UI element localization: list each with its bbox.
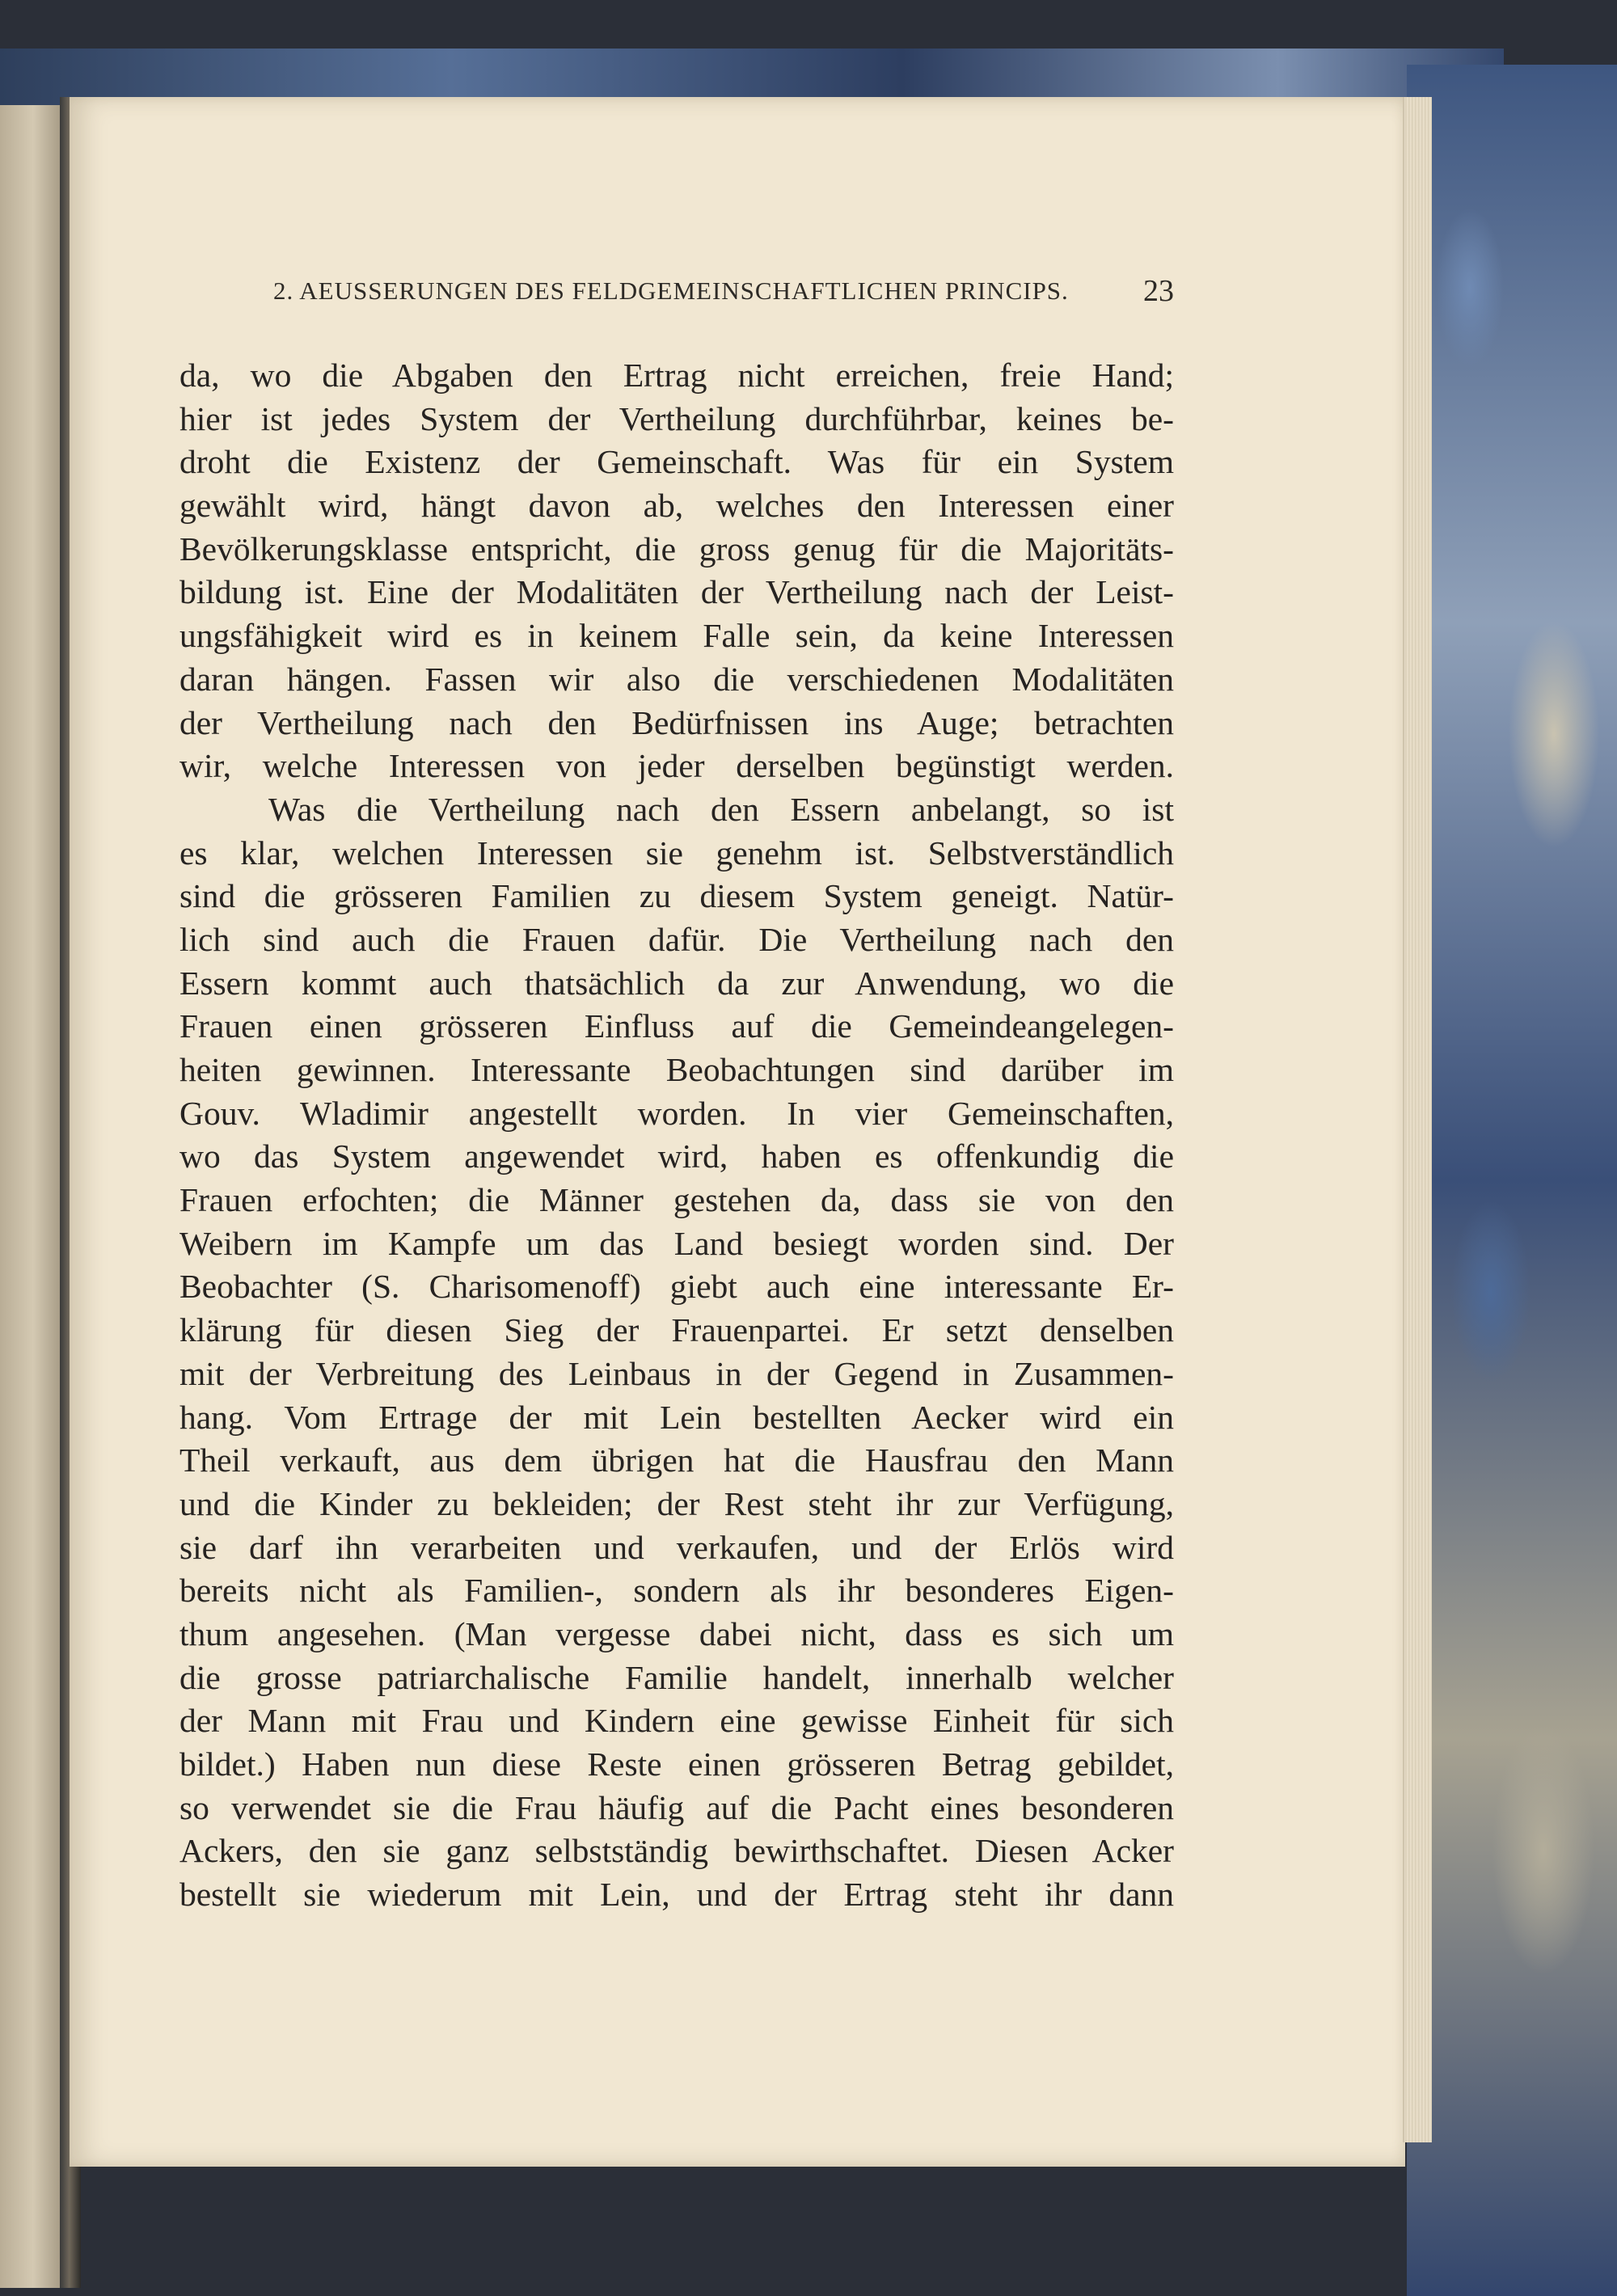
text-line: lich sind auch die Frauen dafür. Die Vertheilung nach den (179, 920, 1174, 958)
text-line: bildung ist. Eine der Modalitäten der Vertheilung nach der Leist- (179, 573, 1174, 611)
text-line: Beobachter (S. Charisomenoff) giebt auch eine interessante Er- (179, 1268, 1174, 1306)
text-line: bestellt sie wiederum mit Lein, und der Ertrag steht ihr dann (179, 1876, 1174, 1914)
text-line: wo das System angewendet wird, haben es offenkundig die (179, 1137, 1174, 1175)
text-line: und die Kinder zu bekleiden; der Rest steht ihr zur Verfügung, (179, 1484, 1174, 1522)
text-line: es klar, welchen Interessen sie genehm ist. Selbstverständlich (179, 834, 1174, 872)
text-line: Was die Vertheilung nach den Essern anbelangt, so ist (268, 790, 1174, 828)
facing-page-edge (0, 105, 66, 2288)
text-line: Frauen einen grösseren Einfluss auf die Gemeindeangelegen- (179, 1007, 1174, 1045)
text-line: Weibern im Kampfe um das Land besiegt worden sind. Der (179, 1224, 1174, 1262)
text-line: wir, welche Interessen von jeder derselben begünstigt werden. (179, 747, 1174, 785)
marbled-cover-edge (1407, 65, 1617, 2296)
text-line: gewählt wird, hängt davon ab, welches den Interessen einer (179, 487, 1174, 525)
text-line: bildet.) Haben nun diese Reste einen grösseren Betrag gebildet, (179, 1745, 1174, 1783)
text-line: thum angesehen. (Man vergesse dabei nicht, dass es sich um (179, 1614, 1174, 1652)
text-line: bereits nicht als Familien-, sondern als ihr besonderes Eigen- (179, 1572, 1174, 1610)
text-line: die grosse patriarchalische Familie handelt, innerhalb welcher (179, 1658, 1174, 1696)
text-line: Essern kommt auch thatsächlich da zur Anwendung, wo die (179, 964, 1174, 1002)
page-number: 23 (1143, 274, 1174, 308)
text-line: sind die grösseren Familien zu diesem System geneigt. Natür- (179, 877, 1174, 915)
text-line: hang. Vom Ertrage der mit Lein bestellten Aecker wird ein (179, 1398, 1174, 1436)
text-line: heiten gewinnen. Interessante Beobachtungen sind darüber im (179, 1051, 1174, 1088)
text-line: klärung für diesen Sieg der Frauenpartei. Er setzt denselben (179, 1311, 1174, 1349)
text-line: Gouv. Wladimir angestellt worden. In vier Gemeinschaften, (179, 1094, 1174, 1132)
text-line: da, wo die Abgaben den Ertrag nicht erreichen, freie Hand; (179, 357, 1174, 394)
text-line: hier ist jedes System der Vertheilung durchführbar, keines be- (179, 399, 1174, 437)
text-line: der Mann mit Frau und Kindern eine gewisse Einheit für sich (179, 1702, 1174, 1740)
text-line: sie darf ihn verarbeiten und verkaufen, und der Erlös wird (179, 1528, 1174, 1566)
text-line: daran hängen. Fassen wir also die verschiedenen Modalitäten (179, 660, 1174, 698)
text-line: mit der Verbreitung des Leinbaus in der Gegend in Zusammen- (179, 1354, 1174, 1392)
text-line: Theil verkauft, aus dem übrigen hat die Hausfrau den Mann (179, 1441, 1174, 1479)
text-line: Bevölkerungsklasse entspricht, die gross genug für die Majoritäts- (179, 530, 1174, 568)
text-line: Ackers, den sie ganz selbstständig bewirthschaftet. Diesen Acker (179, 1832, 1174, 1870)
body-text (179, 354, 1174, 1917)
text-line: Frauen erfochten; die Männer gestehen da, dass sie von den (179, 1181, 1174, 1219)
text-line: der Vertheilung nach den Bedürfnissen ins Auge; betrachten (179, 703, 1174, 741)
page-block-edges (1403, 97, 1432, 2142)
text-line: ungsfähigkeit wird es in keinem Falle sein, da keine Interessen (179, 617, 1174, 655)
text-line: droht die Existenz der Gemeinschaft. Was für ein System (179, 443, 1174, 481)
text-line: so verwendet sie die Frau häufig auf die Pacht eines besonderen (179, 1788, 1174, 1826)
running-header: 2. AEUSSERUNGEN DES FELDGEMEINSCHAFTLICHEN PRINCIPS. (273, 276, 1069, 305)
